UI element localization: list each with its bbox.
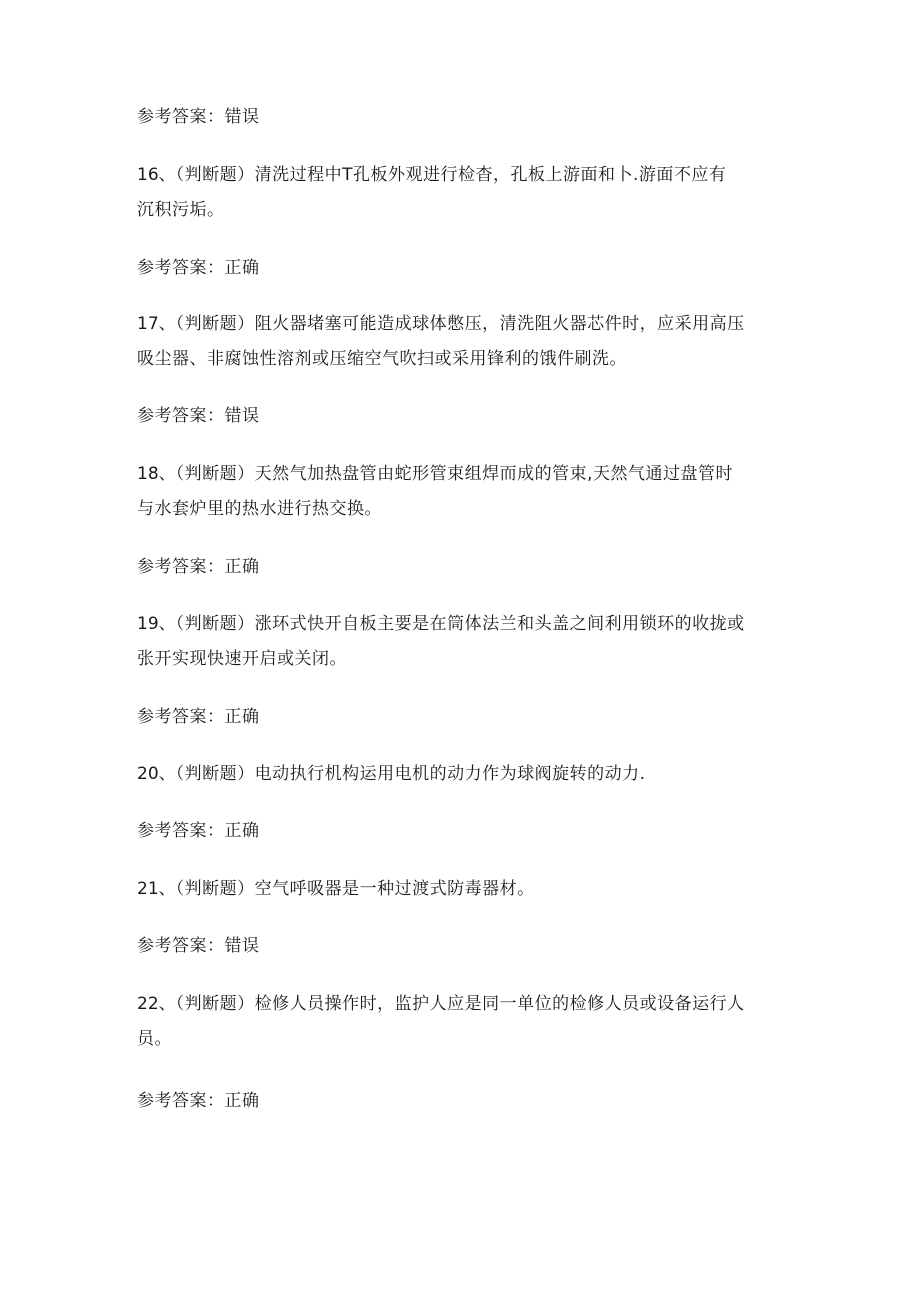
- question-line: [137, 164, 726, 186]
- question-text: （判断题）电动执行机构运用电机的动力作为球阀旋转的动力.: [175, 764, 646, 784]
- question-text: （判断题）阻火器堵塞可能造成球体憋压，清洗阻火器芯件时，应采用高压: [175, 314, 745, 334]
- answer-line: 参考答案：错误: [137, 406, 260, 426]
- question-text: （判断题）天然气加热盘管由蛇形管束组焊而成的管束,天然气通过盘管时: [175, 464, 734, 484]
- question-number: 19、: [137, 614, 176, 634]
- question-continuation: 与水套炉里的热水进行热交换。: [137, 499, 382, 519]
- question-line: [137, 878, 535, 900]
- question-line: [137, 993, 745, 1015]
- question-line: [137, 763, 646, 785]
- answer-line: 参考答案：正确: [137, 258, 260, 278]
- question-continuation: 吸尘器、非腐蚀性溶剂或压缩空气吹扫或采用锋利的饿件刷洗。: [137, 349, 627, 369]
- question-line: [137, 463, 733, 485]
- question-text: （判断题）空气呼吸器是一种过渡式防毒器材。: [175, 879, 535, 899]
- question-continuation: 张开实现快速开启或关闭。: [137, 649, 347, 669]
- answer-line: 参考答案：错误: [137, 936, 260, 956]
- question-text: （判断题）检修人员操作时，监护人应是同一单位的检修人员或设备运行人: [175, 994, 745, 1014]
- answer-line: 参考答案：正确: [137, 557, 260, 577]
- question-line: [137, 313, 745, 335]
- question-text: （判断题）涨环式快开自板主要是在筒体法兰和头盖之间利用锁环的收拢或: [175, 614, 745, 634]
- answer-line: 参考答案：正确: [137, 821, 260, 841]
- question-line: [137, 613, 745, 635]
- question-text: （判断题）清洗过程中T孔板外观进行检杳，孔板上游面和卜.游面不应有: [175, 165, 727, 185]
- question-continuation: 沉积污垢。: [137, 200, 225, 220]
- question-number: 21、: [137, 879, 176, 899]
- question-number: 16、: [137, 165, 176, 185]
- question-number: 17、: [137, 314, 176, 334]
- question-number: 18、: [137, 464, 176, 484]
- answer-line: 参考答案：错误: [137, 107, 260, 127]
- question-number: 22、: [137, 994, 176, 1014]
- answer-line: 参考答案：正确: [137, 707, 260, 727]
- question-number: 20、: [137, 764, 176, 784]
- answer-line: 参考答案：正确: [137, 1091, 260, 1111]
- question-continuation: 员。: [137, 1029, 172, 1049]
